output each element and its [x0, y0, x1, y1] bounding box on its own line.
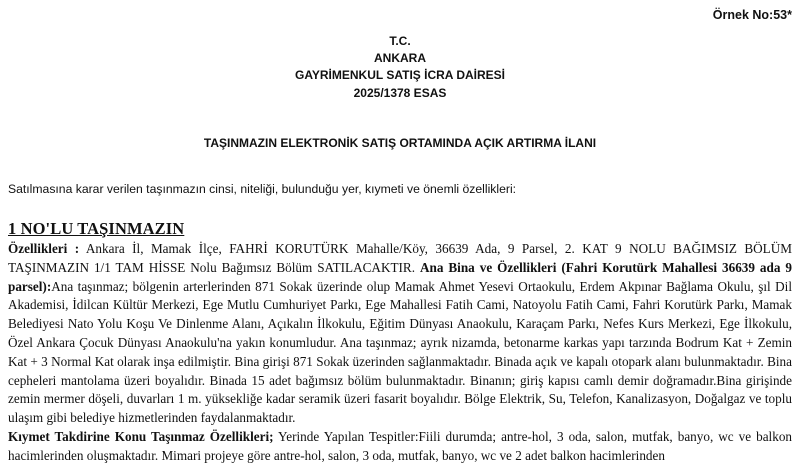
- header-case-number: 2025/1378 ESAS: [353, 85, 447, 100]
- header-office: GAYRİMENKUL SATIŞ İCRA DAİRESİ: [294, 68, 506, 83]
- header-tc: T.C.: [389, 34, 411, 48]
- kiymet-text: Yerinde Yapılan Tespitler:Fiili durumda; antre-hol, 3 oda, salon, mutfak, banyo, wc ve balkon hacimlerinden oluşmaktadır. Mimari projeye göre antre-hol, salon, 3 oda, mutfak, banyo, wc ve 2 adet balkon hacimlerinden: [8, 428, 793, 463]
- example-number: Örnek No:53*: [712, 8, 792, 22]
- document-header: [0, 33, 800, 102]
- intro-text: Satılmasına karar verilen taşınmazın cinsi, niteliği, bulunduğu yer, kıymeti ve önemli özellikleri:: [8, 182, 517, 196]
- ozellikleri-text: Ankara İl, Mamak İlçe, FAHRİ KORUTÜRK Mahalle/Köy, 36639 Ada, 9 Parsel, 2. KAT 9 NOLU BAĞIMSIZ BÖLÜM TAŞINMAZIN 1/1 TAM HİSSE Nolu Bağımsız Bölüm SATILACAKTIR.: [8, 241, 792, 275]
- ozellikleri-label: Özellikleri :: [8, 241, 80, 256]
- property-description: [8, 240, 792, 466]
- ana-bina-label: Ana Bina ve Özellikleri (Fahri Korutürk Mahallesi 36639 ada 9 parsel):: [8, 259, 792, 294]
- property-paragraph: [8, 240, 792, 428]
- header-city: ANKARA: [374, 51, 426, 66]
- announcement-title: TAŞINMAZIN ELEKTRONİK SATIŞ ORTAMINDA AÇIK ARTIRMA İLANI: [203, 136, 597, 150]
- valuation-paragraph: [8, 428, 792, 466]
- kiymet-label: Kıymet Takdirine Konu Taşınmaz Özellikleri;: [8, 428, 274, 444]
- ana-bina-text: Ana taşınmaz; bölgenin arterlerinden 871 Sokak üzerinde olup Mamak Ahmet Yesevi Ortaokulu, Erdem Akpınar Bağlama Okulu, şıl Dil Akademisi, İdilcan Kültür Merkezi, Ege Mutlu Cumhuriyet Parkı, Ege Mahallesi Fatih Cami, Natoyolu Fatih Cami, Fahri Korutürk Parkı, Mamak Belediyesi Nato Yolu Koşu Ve Dinlenme Alanı, Açıkalın İlkokulu, Eğitim Dünyası Anaokulu, Karaçam Parkı, Nefes Kurs Merkezi, Ege İlkokulu, Özel Ankara Çocuk Dünyası Anaokulu'na yakın konumludur. Ana taşınmaz; ayrık nizamda, betonarme karkas yapı tarzında Bodrum Kat + Zemin Kat + 3 Normal Kat olarak inşa edilmiştir. Bina girişi 871 Sokak üzerinden sağlanmaktadır. Binada açık ve kapalı otopark alanı bulunmaktadır. Bina cepheleri mantolama üzeri boyalıdır. Binada 15 adet bağımsız bölüm bulunmaktadır. Binanın; giriş kapısı camlı demir doğramadır.Bina girişinde zemin mermer döşeli, duvarları 1 m. yüksekliğe kadar seramik üzeri fasarit boyalıdır. Bölge Elektrik, Su, Telefon, Kanalizasyon, Doğalgaz ve toplu ulaşım gibi belediye hizmetlerinden faydalanmaktadır.: [8, 278, 792, 426]
- section-heading: 1 NO'LU TAŞINMAZIN: [8, 219, 185, 238]
